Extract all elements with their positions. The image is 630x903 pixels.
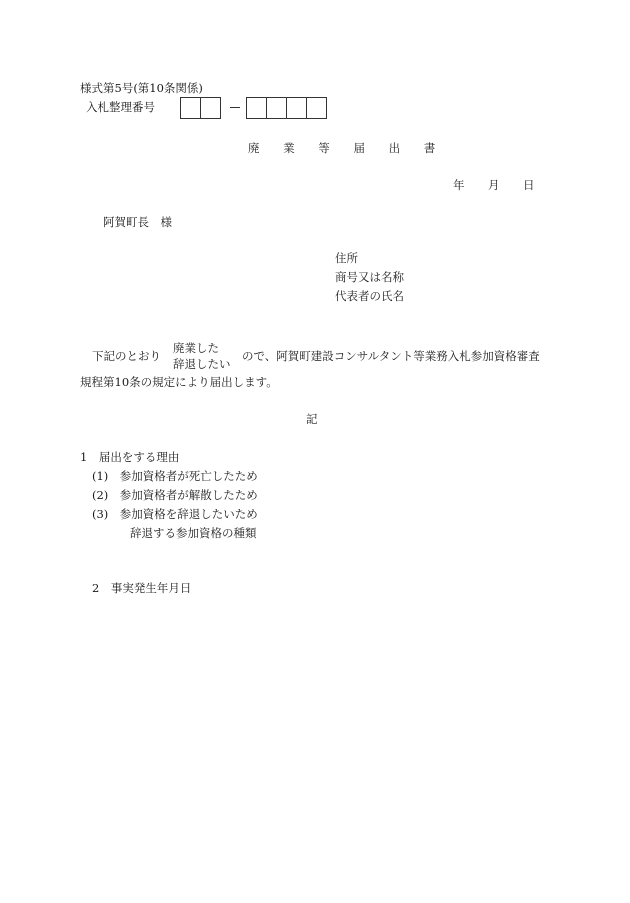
digit-box (286, 97, 307, 119)
reason-item-3: (3) 参加資格を辞退したいため (92, 507, 258, 521)
date-month-label: 月 (488, 178, 500, 192)
body-suffix: ので、阿賀町建設コンサルタント等業務入札参加資格審査 (242, 349, 540, 363)
digit-box (246, 97, 267, 119)
option-withdraw: 辞退したい (173, 357, 231, 371)
body-line-2: 規程第10条の規定により届出します。 (80, 375, 278, 389)
date-year-label: 年 (453, 178, 465, 192)
representative-name-label: 代表者の氏名 (335, 289, 404, 303)
reason-item-1: (1) 参加資格者が死亡したため (92, 469, 258, 483)
digit-box (200, 97, 221, 119)
address-label: 住所 (335, 251, 358, 265)
digit-box (180, 97, 201, 119)
section-1-heading: 1 届出をする理由 (80, 450, 180, 464)
withdraw-qualification-type-label: 辞退する参加資格の種類 (130, 526, 257, 540)
section-2-heading: 2 事実発生年月日 (92, 581, 192, 595)
digit-box (266, 97, 287, 119)
digit-box (306, 97, 327, 119)
bid-number-prefix-boxes (181, 97, 221, 119)
document-title: 廃 業 等 届 出 書 (248, 141, 446, 155)
bid-number-suffix-boxes (247, 97, 327, 119)
addressee: 阿賀町長 様 (103, 215, 172, 229)
company-name-label: 商号又は名称 (335, 270, 404, 284)
form-number-label: 様式第5号(第10条関係) (80, 81, 203, 95)
reason-item-2: (2) 参加資格者が解散したため (92, 488, 258, 502)
date-day-label: 日 (523, 178, 535, 192)
option-closed-business: 廃業した (173, 341, 219, 355)
bid-number-dash (230, 107, 240, 108)
bid-number-label: 入札整理番号 (86, 100, 155, 114)
body-prefix: 下記のとおり (92, 349, 161, 363)
ki-heading: 記 (306, 412, 318, 426)
